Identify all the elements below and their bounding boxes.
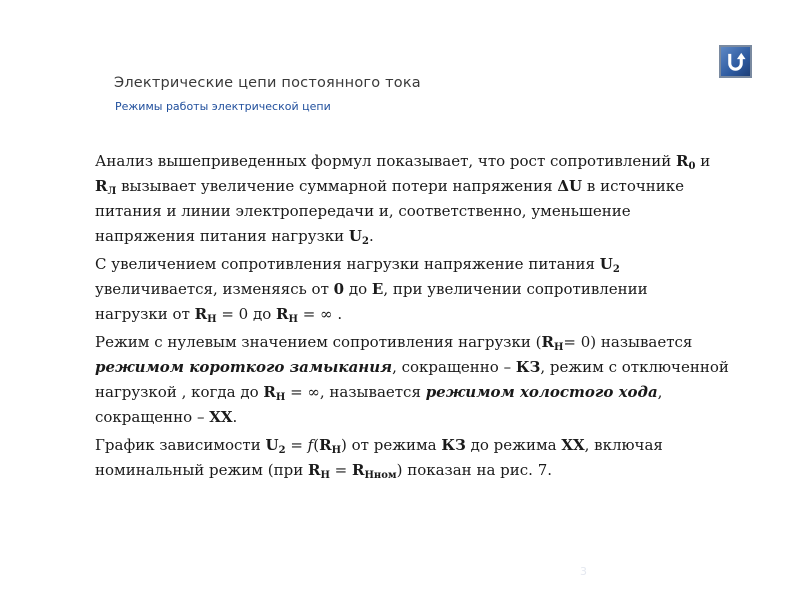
subscript: Л [107,186,117,197]
symbol-e: Е [371,280,384,298]
text-run: = 0 до [216,305,277,323]
subscript: Н [207,314,217,325]
text-line [95,277,775,302]
symbol-u2: U [348,227,363,245]
symbol-u2: U [265,436,279,454]
text-run: , [657,383,663,401]
page-number: 3 [580,565,587,578]
subscript: 2 [278,445,286,456]
text-run: ) показан на рис. 7. [396,461,553,479]
text-run: до режима [465,436,562,454]
text-line [95,355,775,380]
subscript: Н [553,342,564,353]
text-line [95,330,775,355]
symbol-rn: R [194,305,208,323]
abbr-xx: ХХ [561,436,585,454]
text-line [95,405,775,430]
text-run: и [695,152,711,170]
text-run: ) от режима [341,436,442,454]
paragraph-load-increase [95,252,775,327]
subscript: Нном [364,470,397,481]
subscript: Н [275,392,286,403]
text-line [95,433,775,458]
text-line [95,380,775,405]
text-line [95,302,775,327]
text-line [95,174,775,199]
subscript: 0 [688,161,696,172]
slide-body [95,149,775,486]
subscript: 2 [612,264,620,275]
abbr-kz: КЗ [441,436,466,454]
paragraph-graph [95,433,775,483]
symbol-rn: R [319,436,332,454]
text-run: , режим с отключенной [540,358,729,376]
text-run: = [285,436,308,454]
paragraph-modes [95,330,775,430]
text-run: ( [313,436,320,454]
symbol-rn-nom: R [352,461,365,479]
subscript: Н [331,445,342,456]
term-short-circuit: режимом короткого замыкания [95,358,393,376]
symbol-rn: R [276,305,289,323]
text-run: вызывает увеличение суммарной потери напряжения [116,177,558,195]
subscript: Н [320,470,330,481]
text-line: питания и линии электропередачи и, соответственно, уменьшение [95,202,631,220]
text-line [95,252,775,277]
symbol-rn: R [263,383,276,401]
subscript: 2 [362,236,369,247]
text-run: увеличивается, изменяясь от [95,280,334,298]
text-run: нагрузки от [95,305,195,323]
slide-title: Электрические цепи постоянного тока [114,75,421,91]
function-f: f [307,436,314,454]
symbol-rn: R [307,461,321,479]
text-run: , при увеличении сопротивлении [383,280,648,298]
text-line [95,149,775,174]
return-arrow-icon [724,50,747,73]
text-run: С увеличением сопротивления нагрузки напряжение питания [95,255,600,273]
text-run: График зависимости [95,436,266,454]
text-run: = [329,461,352,479]
symbol-rn: R [541,333,554,351]
symbol-u2: U [599,255,613,273]
text-run: Анализ вышеприведенных формул показывает, что рост сопротивлений [95,152,676,170]
text-run: = 0) называется [563,333,693,351]
text-run: = ∞, называется [285,383,426,401]
text-run: Режим с нулевым значением сопротивления нагрузки ( [95,333,542,351]
paragraph-analysis [95,149,775,249]
text-run: номинальный режим (при [95,461,308,479]
abbr-xx: ХХ [209,408,233,426]
text-run: в источнике [582,177,685,195]
text-line [95,458,775,483]
text-run: нагрузкой , когда до [95,383,264,401]
slide-subtitle: Режимы работы электрической цепи [115,100,331,113]
term-no-load: режимом холостого хода [425,383,658,401]
text-run: , сокращенно – [392,358,516,376]
text-run: напряжения питания нагрузки [95,227,349,245]
return-button[interactable] [719,45,752,78]
text-run: . [232,408,238,426]
symbol-r0: R [676,152,689,170]
text-run: , включая [584,436,663,454]
text-run: до [344,280,372,298]
text-run: . [368,227,374,245]
symbol-delta-u: ΔU [557,177,583,195]
subscript: Н [288,314,298,325]
text-line [95,224,775,249]
text-run: сокращенно – [95,408,210,426]
symbol-rl: R [95,177,108,195]
value-zero: 0 [333,280,345,298]
text-run: = ∞ . [297,305,343,323]
abbr-kz: КЗ [515,358,541,376]
